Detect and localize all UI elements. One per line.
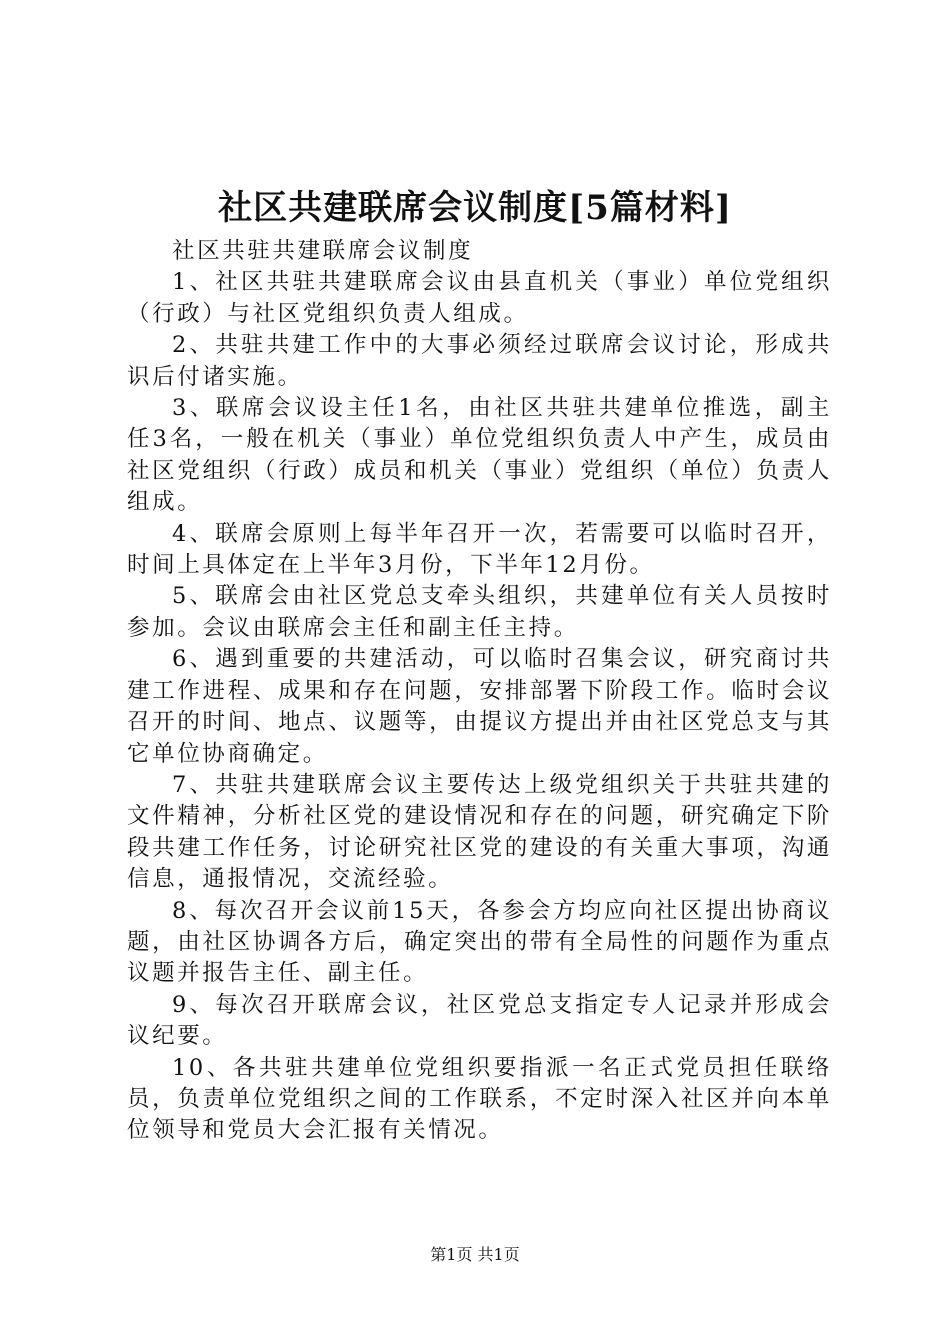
document-body xyxy=(127,236,832,1147)
paragraph: 6、遇到重要的共建活动，可以临时召集会议，研究商讨共建工作进程、成果和存在问题，安排部署下阶段工作。临时会议召开的时间、地点、议题等，由提议方提出并由社区党总支与其它单位协商确定。 xyxy=(127,646,832,767)
paragraph: 8、每次召开会议前15天，各参会方均应向社区提出协商议题，由社区协调各方后，确定突出的带有全局性的问题作为重点议题并报告主任、副主任。 xyxy=(127,897,832,987)
paragraph: 1、社区共驻共建联席会议由县直机关（事业）单位党组织（行政）与社区党组织负责人组成。 xyxy=(127,269,832,327)
paragraph: 5、联席会由社区党总支牵头组织，共建单位有关人员按时参加。会议由联席会主任和副主任主持。 xyxy=(127,583,832,641)
paragraph: 10、各共驻共建单位党组织要指派一名正式党员担任联络员，负责单位党组织之间的工作联系，不定时深入社区并向本单位领导和党员大会汇报有关情况。 xyxy=(127,1054,832,1144)
paragraph: 4、联席会原则上每半年召开一次，若需要可以临时召开，时间上具体定在上半年3月份，下半年12月份。 xyxy=(127,520,832,579)
paragraph: 2、共驻共建工作中的大事必须经过联席会议讨论，形成共识后付诸实施。 xyxy=(127,332,832,390)
document-subtitle: 社区共驻共建联席会议制度 xyxy=(172,238,474,264)
paragraph: 9、每次召开联席会议，社区党总支指定专人记录并形成会议纪要。 xyxy=(127,991,832,1050)
document-title: 社区共建联席会议制度[5篇材料] xyxy=(218,188,732,228)
paragraph: 7、共驻共建联席会议主要传达上级党组织关于共驻共建的文件精神，分析社区党的建设情况和存在的问题，研究确定下阶段共建工作任务，讨论研究社区党的建设的有关重大事项，沟通信息，通报情况，交流经验。 xyxy=(127,771,832,893)
page-number: 第1页 共1页 xyxy=(430,1245,520,1264)
paragraph: 3、联席会议设主任1名，由社区共驻共建单位推选，副主任3名，一般在机关（事业）单位党组织负责人中产生，成员由社区党组织（行政）成员和机关（事业）党组织（单位）负责人组成。 xyxy=(127,395,832,516)
